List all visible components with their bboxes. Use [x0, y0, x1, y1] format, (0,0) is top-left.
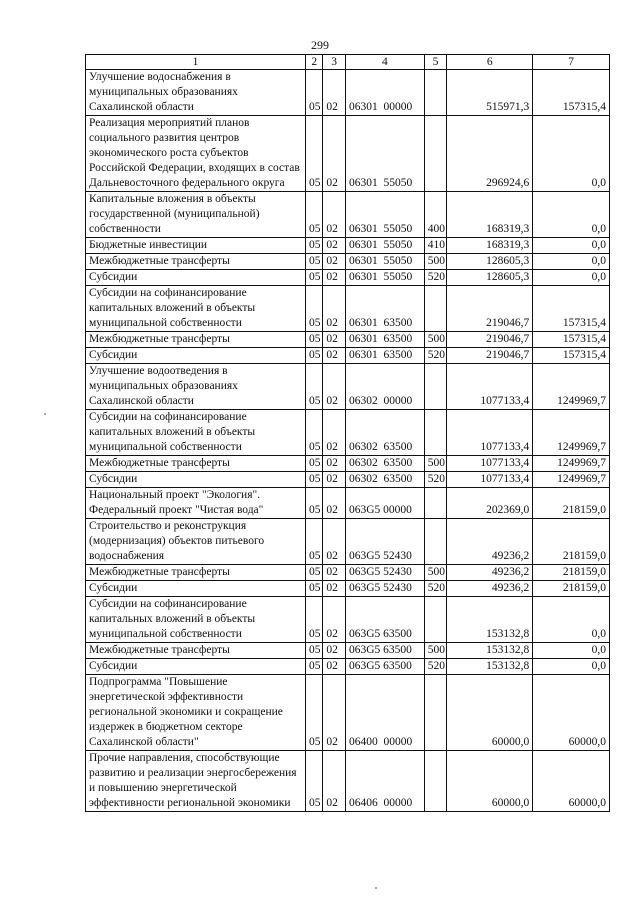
cell-section: 05	[306, 488, 323, 519]
cell-subsection: 02	[323, 364, 346, 410]
cell-subsection: 02	[323, 519, 346, 565]
cell-expense-type: 500	[424, 456, 447, 472]
cell-amount-col6: 202369,0	[447, 488, 533, 519]
col-header-3: 3	[323, 55, 346, 70]
cell-expense-type: 520	[424, 348, 447, 364]
cell-target-article: 06302 00000	[345, 364, 424, 410]
cell-target-article: 063G5 63500	[345, 643, 424, 659]
cell-name: Бюджетные инвестиции	[86, 238, 306, 254]
cell-expense-type	[424, 675, 447, 751]
table-row	[86, 410, 610, 456]
cell-target-article: 06301 00000	[345, 70, 424, 116]
cell-amount-col7: 0,0	[533, 254, 610, 270]
cell-name: Субсидии	[86, 348, 306, 364]
cell-amount-col6: 219046,7	[447, 332, 533, 348]
cell-amount-col6: 153132,8	[447, 659, 533, 675]
cell-name: Межбюджетные трансферты	[86, 456, 306, 472]
cell-amount-col6: 219046,7	[447, 286, 533, 332]
cell-amount-col7: 0,0	[533, 659, 610, 675]
cell-target-article: 06302 63500	[345, 456, 424, 472]
cell-expense-type	[424, 116, 447, 192]
cell-expense-type	[424, 410, 447, 456]
cell-amount-col6: 168319,3	[447, 192, 533, 238]
cell-target-article: 06400 00000	[345, 675, 424, 751]
cell-amount-col7: 218159,0	[533, 581, 610, 597]
cell-amount-col7: 157315,4	[533, 332, 610, 348]
table-row	[86, 116, 610, 192]
cell-expense-type: 520	[424, 270, 447, 286]
cell-subsection: 02	[323, 751, 346, 812]
col-header-7: 7	[533, 55, 610, 70]
cell-section: 05	[306, 675, 323, 751]
cell-target-article: 06302 63500	[345, 410, 424, 456]
cell-section: 05	[306, 238, 323, 254]
cell-expense-type: 520	[424, 581, 447, 597]
table-row	[86, 488, 610, 519]
cell-amount-col7: 1249969,7	[533, 364, 610, 410]
cell-name: Национальный проект "Экология". Федеральный проект "Чистая вода"	[86, 488, 306, 519]
cell-amount-col6: 60000,0	[447, 675, 533, 751]
cell-subsection: 02	[323, 488, 346, 519]
cell-expense-type	[424, 519, 447, 565]
header-row	[86, 55, 610, 70]
cell-name: Капитальные вложения в объекты государственной (муниципальной) собственности	[86, 192, 306, 238]
cell-subsection: 02	[323, 192, 346, 238]
cell-expense-type	[424, 286, 447, 332]
cell-amount-col6: 296924,6	[447, 116, 533, 192]
cell-amount-col7: 218159,0	[533, 519, 610, 565]
cell-section: 05	[306, 519, 323, 565]
cell-section: 05	[306, 364, 323, 410]
cell-target-article: 06406 00000	[345, 751, 424, 812]
table-row	[86, 286, 610, 332]
cell-target-article: 06301 63500	[345, 348, 424, 364]
table-row	[86, 675, 610, 751]
scan-speck	[375, 887, 377, 889]
cell-expense-type: 500	[424, 332, 447, 348]
cell-amount-col6: 1077133,4	[447, 456, 533, 472]
table-row	[86, 254, 610, 270]
cell-section: 05	[306, 332, 323, 348]
cell-subsection: 02	[323, 270, 346, 286]
cell-subsection: 02	[323, 565, 346, 581]
cell-expense-type	[424, 488, 447, 519]
cell-subsection: 02	[323, 116, 346, 192]
cell-amount-col7: 218159,0	[533, 488, 610, 519]
cell-amount-col7: 1249969,7	[533, 472, 610, 488]
cell-amount-col7: 0,0	[533, 270, 610, 286]
cell-name: Улучшение водоснабжения в муниципальных образованиях Сахалинской области	[86, 70, 306, 116]
table-row	[86, 456, 610, 472]
cell-name: Подпрограмма "Повышение энергетической эффективности региональной экономики и сокращение издержек в бюджетном секторе Сахалинской области"	[86, 675, 306, 751]
cell-expense-type: 500	[424, 254, 447, 270]
cell-amount-col7: 60000,0	[533, 751, 610, 812]
cell-name: Межбюджетные трансферты	[86, 565, 306, 581]
cell-target-article: 063G5 52430	[345, 565, 424, 581]
cell-expense-type: 410	[424, 238, 447, 254]
budget-table	[85, 54, 610, 812]
cell-section: 05	[306, 643, 323, 659]
cell-expense-type	[424, 70, 447, 116]
cell-target-article: 06301 63500	[345, 286, 424, 332]
cell-amount-col6: 49236,2	[447, 581, 533, 597]
cell-target-article: 063G5 63500	[345, 597, 424, 643]
cell-amount-col6: 153132,8	[447, 597, 533, 643]
cell-amount-col6: 49236,2	[447, 519, 533, 565]
cell-target-article: 063G5 63500	[345, 659, 424, 675]
cell-subsection: 02	[323, 70, 346, 116]
table-row	[86, 659, 610, 675]
table-row	[86, 751, 610, 812]
table-row	[86, 70, 610, 116]
cell-amount-col6: 60000,0	[447, 751, 533, 812]
cell-section: 05	[306, 659, 323, 675]
cell-amount-col6: 128605,3	[447, 270, 533, 286]
cell-amount-col6: 1077133,4	[447, 472, 533, 488]
scan-speck	[44, 413, 46, 415]
cell-name: Строительство и реконструкция (модернизация) объектов питьевого водоснабжения	[86, 519, 306, 565]
cell-subsection: 02	[323, 675, 346, 751]
table-row	[86, 565, 610, 581]
table-row	[86, 192, 610, 238]
cell-target-article: 06301 55050	[345, 238, 424, 254]
cell-section: 05	[306, 410, 323, 456]
cell-subsection: 02	[323, 286, 346, 332]
cell-expense-type: 500	[424, 565, 447, 581]
cell-expense-type: 400	[424, 192, 447, 238]
cell-target-article: 06301 55050	[345, 192, 424, 238]
cell-expense-type	[424, 751, 447, 812]
cell-target-article: 063G5 52430	[345, 519, 424, 565]
cell-section: 05	[306, 116, 323, 192]
cell-name: Субсидии	[86, 270, 306, 286]
cell-amount-col6: 1077133,4	[447, 364, 533, 410]
cell-amount-col7: 218159,0	[533, 565, 610, 581]
table-row	[86, 643, 610, 659]
table-row	[86, 270, 610, 286]
cell-section: 05	[306, 751, 323, 812]
cell-name: Улучшение водоотведения в муниципальных образованиях Сахалинской области	[86, 364, 306, 410]
table-row	[86, 472, 610, 488]
cell-name: Субсидии на софинансирование капитальных вложений в объекты муниципальной собственности	[86, 410, 306, 456]
cell-amount-col7: 0,0	[533, 643, 610, 659]
cell-section: 05	[306, 270, 323, 286]
cell-subsection: 02	[323, 254, 346, 270]
cell-expense-type	[424, 597, 447, 643]
cell-target-article: 06301 55050	[345, 270, 424, 286]
cell-expense-type: 500	[424, 643, 447, 659]
table-row	[86, 597, 610, 643]
cell-amount-col7: 0,0	[533, 192, 610, 238]
cell-subsection: 02	[323, 410, 346, 456]
col-header-5: 5	[424, 55, 447, 70]
cell-amount-col7: 157315,4	[533, 348, 610, 364]
table-row	[86, 332, 610, 348]
cell-name: Субсидии	[86, 659, 306, 675]
cell-name: Реализация мероприятий планов социального развития центров экономического роста субъектов Российской Федерации, входящих в состав Дальневосточного федерального округа	[86, 116, 306, 192]
cell-amount-col6: 515971,3	[447, 70, 533, 116]
page-number: 299	[311, 38, 329, 52]
cell-name: Субсидии на софинансирование капитальных вложений в объекты муниципальной собственности	[86, 286, 306, 332]
cell-amount-col6: 49236,2	[447, 565, 533, 581]
table-body	[86, 70, 610, 812]
cell-subsection: 02	[323, 597, 346, 643]
cell-section: 05	[306, 286, 323, 332]
cell-subsection: 02	[323, 472, 346, 488]
cell-subsection: 02	[323, 332, 346, 348]
cell-amount-col7: 157315,4	[533, 70, 610, 116]
cell-amount-col6: 1077133,4	[447, 410, 533, 456]
cell-subsection: 02	[323, 348, 346, 364]
col-header-4: 4	[345, 55, 424, 70]
cell-amount-col7: 1249969,7	[533, 456, 610, 472]
cell-name: Прочие направления, способствующие развитию и реализации энергосбережения и повышению энергетической эффективности региональной экономики	[86, 751, 306, 812]
cell-amount-col7: 0,0	[533, 597, 610, 643]
cell-expense-type: 520	[424, 472, 447, 488]
cell-name: Межбюджетные трансферты	[86, 643, 306, 659]
col-header-1: 1	[86, 55, 306, 70]
cell-section: 05	[306, 348, 323, 364]
cell-amount-col6: 128605,3	[447, 254, 533, 270]
cell-target-article: 06301 63500	[345, 332, 424, 348]
cell-amount-col6: 168319,3	[447, 238, 533, 254]
cell-name: Субсидии на софинансирование капитальных вложений в объекты муниципальной собственности	[86, 597, 306, 643]
cell-subsection: 02	[323, 643, 346, 659]
cell-subsection: 02	[323, 238, 346, 254]
cell-target-article: 06302 63500	[345, 472, 424, 488]
cell-amount-col7: 1249969,7	[533, 410, 610, 456]
cell-target-article: 063G5 52430	[345, 581, 424, 597]
cell-section: 05	[306, 254, 323, 270]
cell-amount-col6: 219046,7	[447, 348, 533, 364]
cell-section: 05	[306, 581, 323, 597]
table-row	[86, 519, 610, 565]
cell-amount-col7: 60000,0	[533, 675, 610, 751]
col-header-6: 6	[447, 55, 533, 70]
cell-expense-type	[424, 364, 447, 410]
cell-target-article: 06301 55050	[345, 254, 424, 270]
col-header-2: 2	[306, 55, 323, 70]
cell-amount-col7: 0,0	[533, 116, 610, 192]
cell-section: 05	[306, 456, 323, 472]
cell-name: Субсидии	[86, 581, 306, 597]
cell-expense-type: 520	[424, 659, 447, 675]
cell-subsection: 02	[323, 456, 346, 472]
table-row	[86, 238, 610, 254]
cell-amount-col7: 0,0	[533, 238, 610, 254]
cell-section: 05	[306, 70, 323, 116]
table-row	[86, 364, 610, 410]
cell-subsection: 02	[323, 581, 346, 597]
cell-section: 05	[306, 597, 323, 643]
cell-target-article: 063G5 00000	[345, 488, 424, 519]
table-row	[86, 348, 610, 364]
cell-name: Межбюджетные трансферты	[86, 332, 306, 348]
cell-subsection: 02	[323, 659, 346, 675]
cell-target-article: 06301 55050	[345, 116, 424, 192]
table-row	[86, 581, 610, 597]
cell-section: 05	[306, 192, 323, 238]
cell-name: Субсидии	[86, 472, 306, 488]
cell-amount-col6: 153132,8	[447, 643, 533, 659]
cell-section: 05	[306, 565, 323, 581]
cell-section: 05	[306, 472, 323, 488]
cell-amount-col7: 157315,4	[533, 286, 610, 332]
cell-name: Межбюджетные трансферты	[86, 254, 306, 270]
